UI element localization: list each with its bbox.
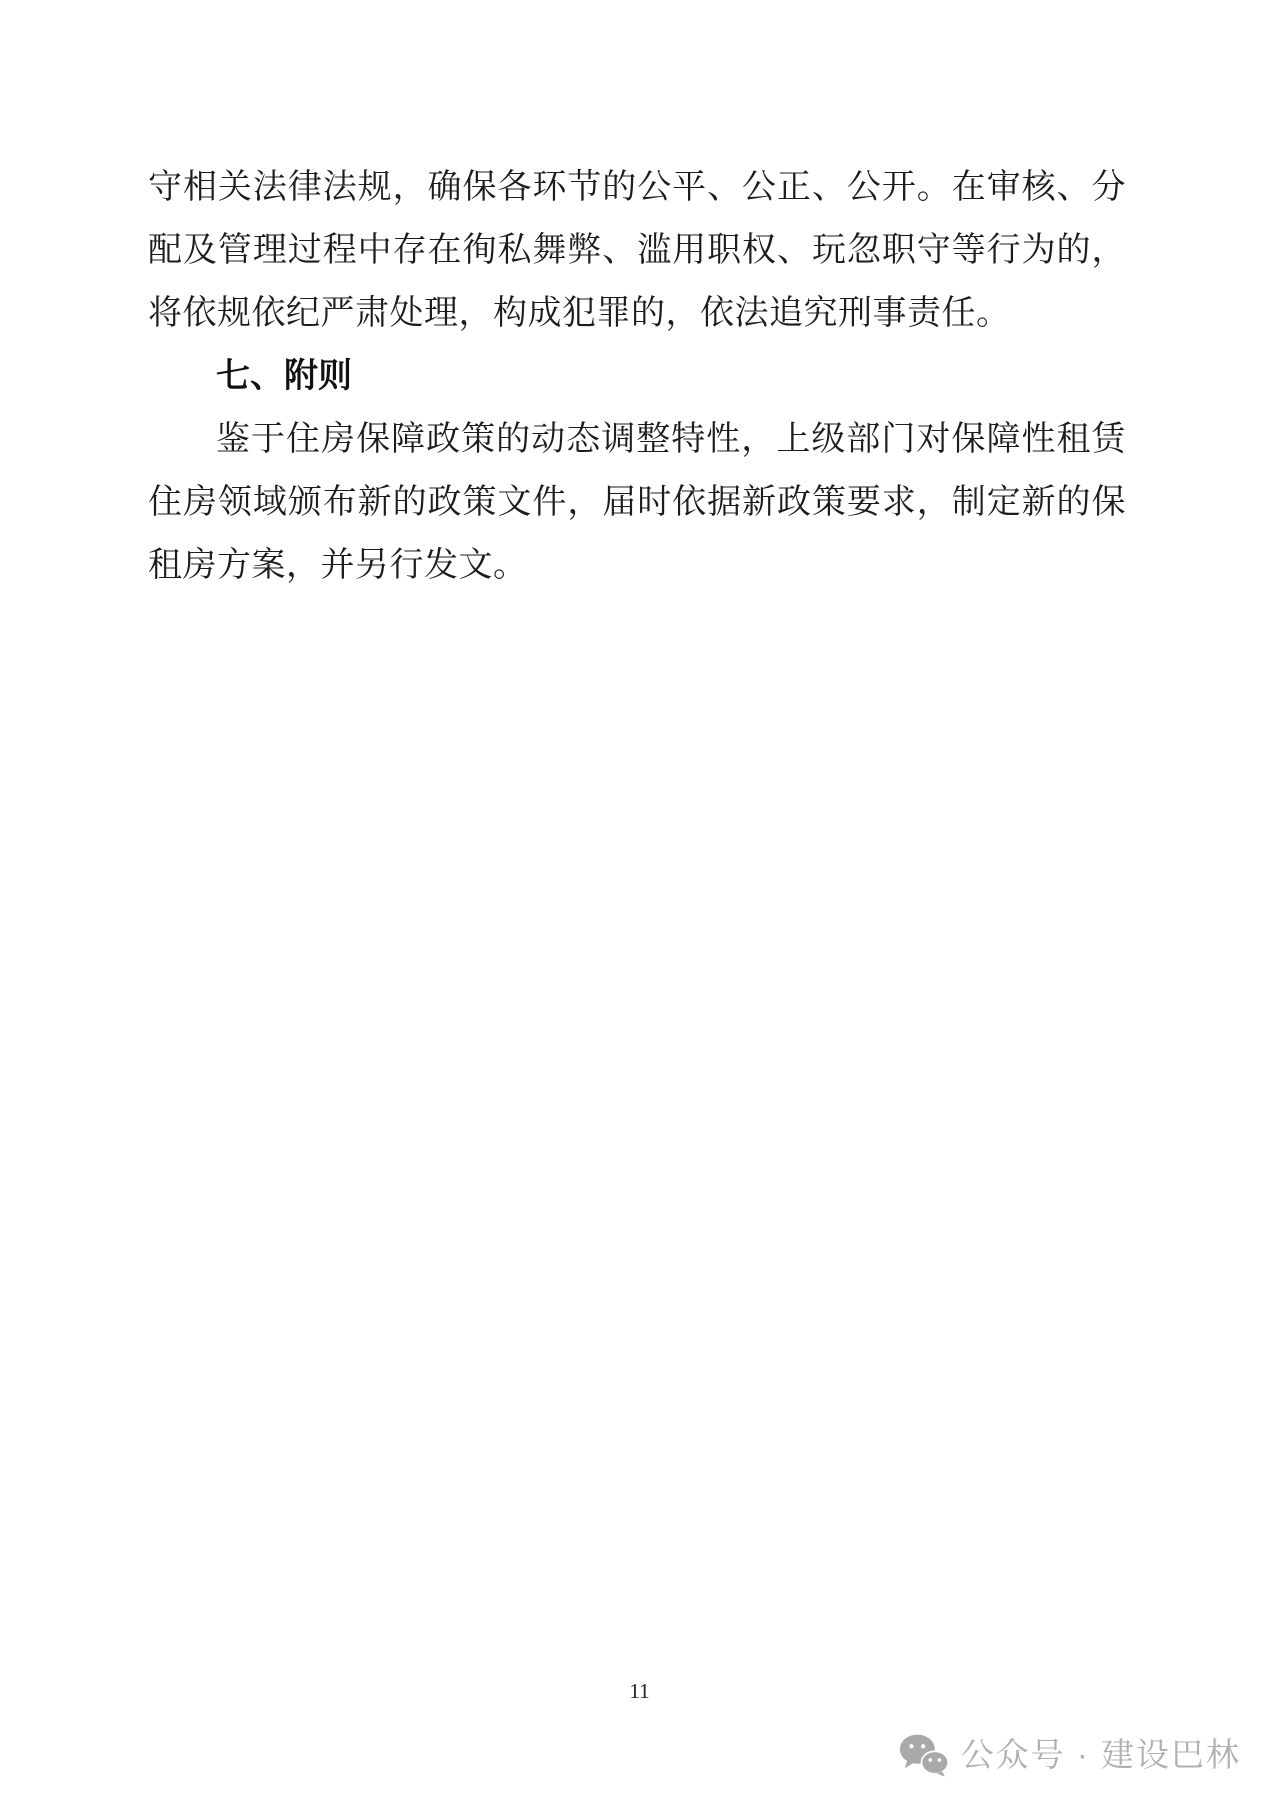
section-heading: 七、附则 <box>216 357 352 395</box>
wechat-icon <box>899 1733 949 1777</box>
watermark <box>899 1733 1241 1777</box>
paragraph-continuation: 守相关法律法规，确保各环节的公平、公正、公开。在审核、分配及管理过程中存在徇私舞弊、滥用职权、玩忽职守等行为的，将依规依纪严肃处理，构成犯罪的，依法追究刑事责任。 <box>148 169 1126 332</box>
document-text-block <box>148 156 1126 597</box>
page-number: 11 <box>629 1679 650 1703</box>
paragraph-final: 鉴于住房保障政策的动态调整特性，上级部门对保障性租赁住房领域颁布新的政策文件，届时依据新政策要求，制定新的保租房方案，并另行发文。 <box>148 421 1126 584</box>
watermark-label: 公众号 · 建设巴林 <box>960 1736 1241 1773</box>
